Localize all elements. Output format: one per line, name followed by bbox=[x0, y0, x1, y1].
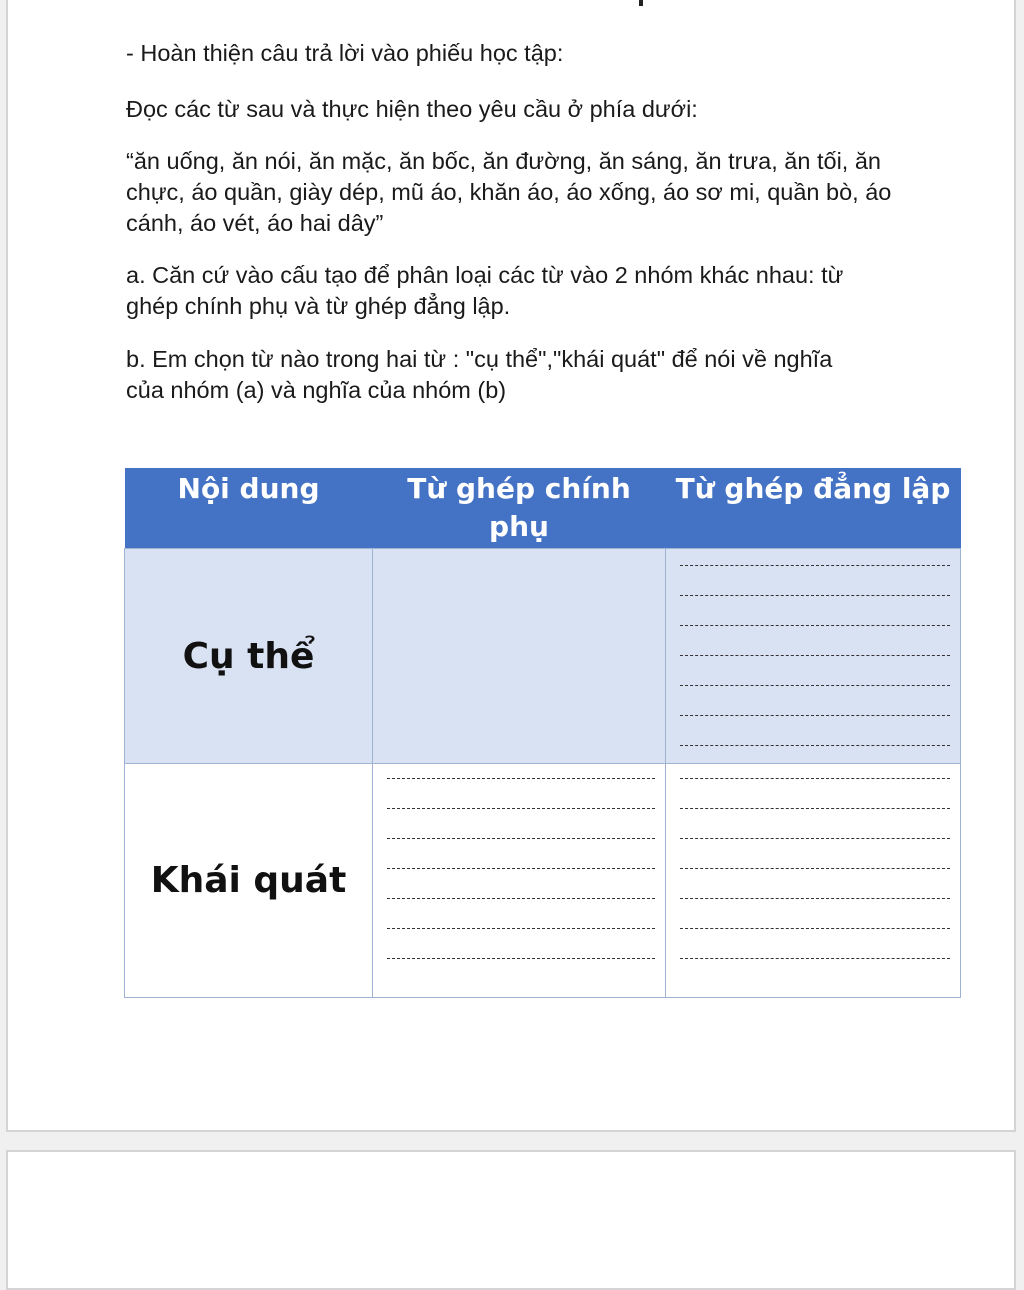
table-row-cu-the bbox=[125, 549, 961, 764]
answer-line bbox=[387, 928, 655, 929]
answer-line bbox=[680, 625, 950, 626]
task-a-paragraph: a. Căn cứ vào cấu tạo để phân loại các từ vào 2 nhóm khác nhau: từ ghép chính phụ và từ ghép đẳng lập. bbox=[126, 262, 844, 319]
answer-line bbox=[387, 868, 655, 869]
answer-line bbox=[680, 655, 950, 656]
answer-line bbox=[680, 715, 950, 716]
table-row-khai-quat bbox=[125, 764, 961, 998]
header-tu-ghep-dang-lap: Từ ghép đẳng lập bbox=[666, 468, 961, 549]
table-header-row bbox=[125, 468, 961, 549]
answer-line bbox=[680, 928, 950, 929]
answer-cell-cu-the-chinh-phu[interactable] bbox=[373, 549, 666, 764]
answer-line bbox=[680, 868, 950, 869]
task-b-paragraph: b. Em chọn từ nào trong hai từ : "cụ thể","khái quát" để nói về nghĩa của nhóm (a) và nghĩa của nhóm (b) bbox=[126, 346, 833, 403]
header-tu-ghep-chinh-phu: Từ ghép chính phụ bbox=[373, 468, 666, 549]
answer-cell-khai-quat-dang-lap[interactable] bbox=[666, 764, 961, 998]
answer-line bbox=[387, 838, 655, 839]
answer-cell-khai-quat-chinh-phu[interactable] bbox=[373, 764, 666, 998]
answer-line bbox=[387, 808, 655, 809]
answer-line bbox=[387, 898, 655, 899]
answer-line bbox=[387, 958, 655, 959]
instruction-line-2: Đọc các từ sau và thực hiện theo yêu cầu ở phía dưới: bbox=[126, 96, 698, 122]
answer-line bbox=[680, 958, 950, 959]
answer-line bbox=[680, 745, 950, 746]
answer-cell-cu-the-dang-lap[interactable] bbox=[666, 549, 961, 764]
next-document-page bbox=[6, 1150, 1016, 1290]
answer-line bbox=[680, 685, 950, 686]
answer-line bbox=[680, 595, 950, 596]
row-label-cu-the: Cụ thể bbox=[125, 549, 373, 764]
row-label-khai-quat: Khái quát bbox=[125, 764, 373, 998]
answer-line bbox=[680, 778, 950, 779]
answer-line bbox=[680, 565, 950, 566]
answer-line bbox=[680, 808, 950, 809]
answer-line bbox=[680, 898, 950, 899]
instruction-line-1: - Hoàn thiện câu trả lời vào phiếu học tập: bbox=[126, 40, 564, 66]
document-page bbox=[6, 0, 1016, 1132]
header-noi-dung: Nội dung bbox=[125, 468, 373, 549]
answer-line bbox=[680, 838, 950, 839]
worksheet-table bbox=[124, 468, 961, 998]
word-list-paragraph: “ăn uống, ăn nói, ăn mặc, ăn bốc, ăn đường, ăn sáng, ăn trưa, ăn tối, ăn chực, áo quần, giày dép, mũ áo, khăn áo, áo xống, áo sơ mi, quần bò, áo cánh, áo vét, áo hai dây” bbox=[126, 148, 892, 236]
answer-line bbox=[387, 778, 655, 779]
page-top-mark bbox=[639, 0, 643, 6]
